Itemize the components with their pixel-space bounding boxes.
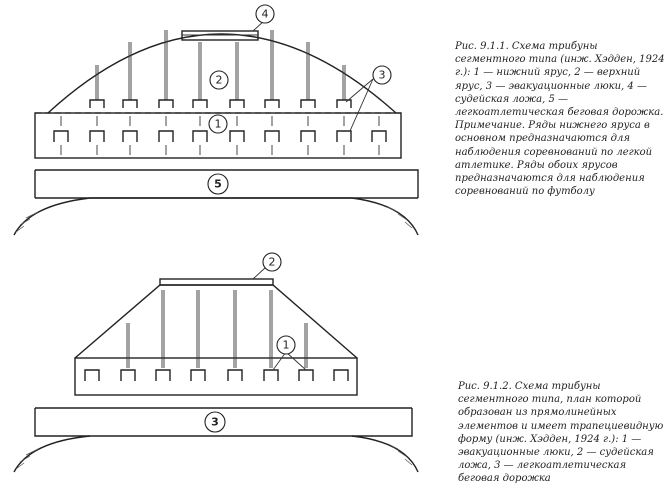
leader-3b xyxy=(350,79,373,131)
leader-2b xyxy=(253,268,265,279)
lower-rect-2 xyxy=(75,358,357,395)
lower-aisles-bottom xyxy=(61,145,379,155)
label-5 xyxy=(208,174,228,194)
svg-text:1: 1 xyxy=(214,117,222,131)
arena-arc-1 xyxy=(14,198,418,235)
arena-hatch-2 xyxy=(16,444,412,469)
svg-text:2: 2 xyxy=(215,73,223,87)
label-3-fig2 xyxy=(205,412,225,432)
leader-1b xyxy=(286,352,306,370)
hatches-row-2 xyxy=(85,370,348,381)
svg-text:5: 5 xyxy=(214,177,222,191)
trapezoid-aisles xyxy=(127,290,307,368)
svg-text:4: 4 xyxy=(261,7,269,21)
leader-1a xyxy=(273,352,286,370)
label-1 xyxy=(209,115,227,133)
hatches-row-upper xyxy=(90,100,351,108)
svg-text:1: 1 xyxy=(282,338,290,352)
judges-box-2 xyxy=(160,279,273,285)
label-1-fig2 xyxy=(277,336,295,354)
label-2 xyxy=(210,71,228,89)
svg-text:3: 3 xyxy=(378,68,386,82)
label-4 xyxy=(256,5,274,23)
arena-hatch-1 xyxy=(16,207,412,232)
figure2-caption: Рис. 9.1.2. Схема трибуны сегментного типа, план которой образован из прямолинейных элементов и имеет трапециевидную форму (инж. Хэдден, 1924 г.): 1 — эвакуационные люки, 2 — судейская ложа, 3 — легкоатлетическая беговая дорожка xyxy=(458,381,664,485)
arena-arc-2 xyxy=(14,436,418,472)
label-3 xyxy=(373,66,391,84)
figure1-caption: Рис. 9.1.1. Схема трибуны сегментного типа (инж. Хэдден, 1924 г.): 1 — нижний ярус, 2 — верхний ярус, 3 — эвакуационные люки, 4 — судейская ложа, 5 — легкоатлетическая беговая дорожка. Примечание. Ряды нижнего яруса в основном предназначаются для наблюдения соревнований по легкой атлетике. Ряды обоих ярусов предназначаются для наблюдения соревнований по футболу xyxy=(455,41,665,198)
label-2-fig2 xyxy=(263,253,281,271)
trapezoid-outline xyxy=(75,285,357,358)
svg-text:3: 3 xyxy=(211,415,219,429)
figure1-diagram xyxy=(14,5,418,235)
figure2-diagram xyxy=(14,253,418,472)
svg-text:2: 2 xyxy=(268,255,276,269)
